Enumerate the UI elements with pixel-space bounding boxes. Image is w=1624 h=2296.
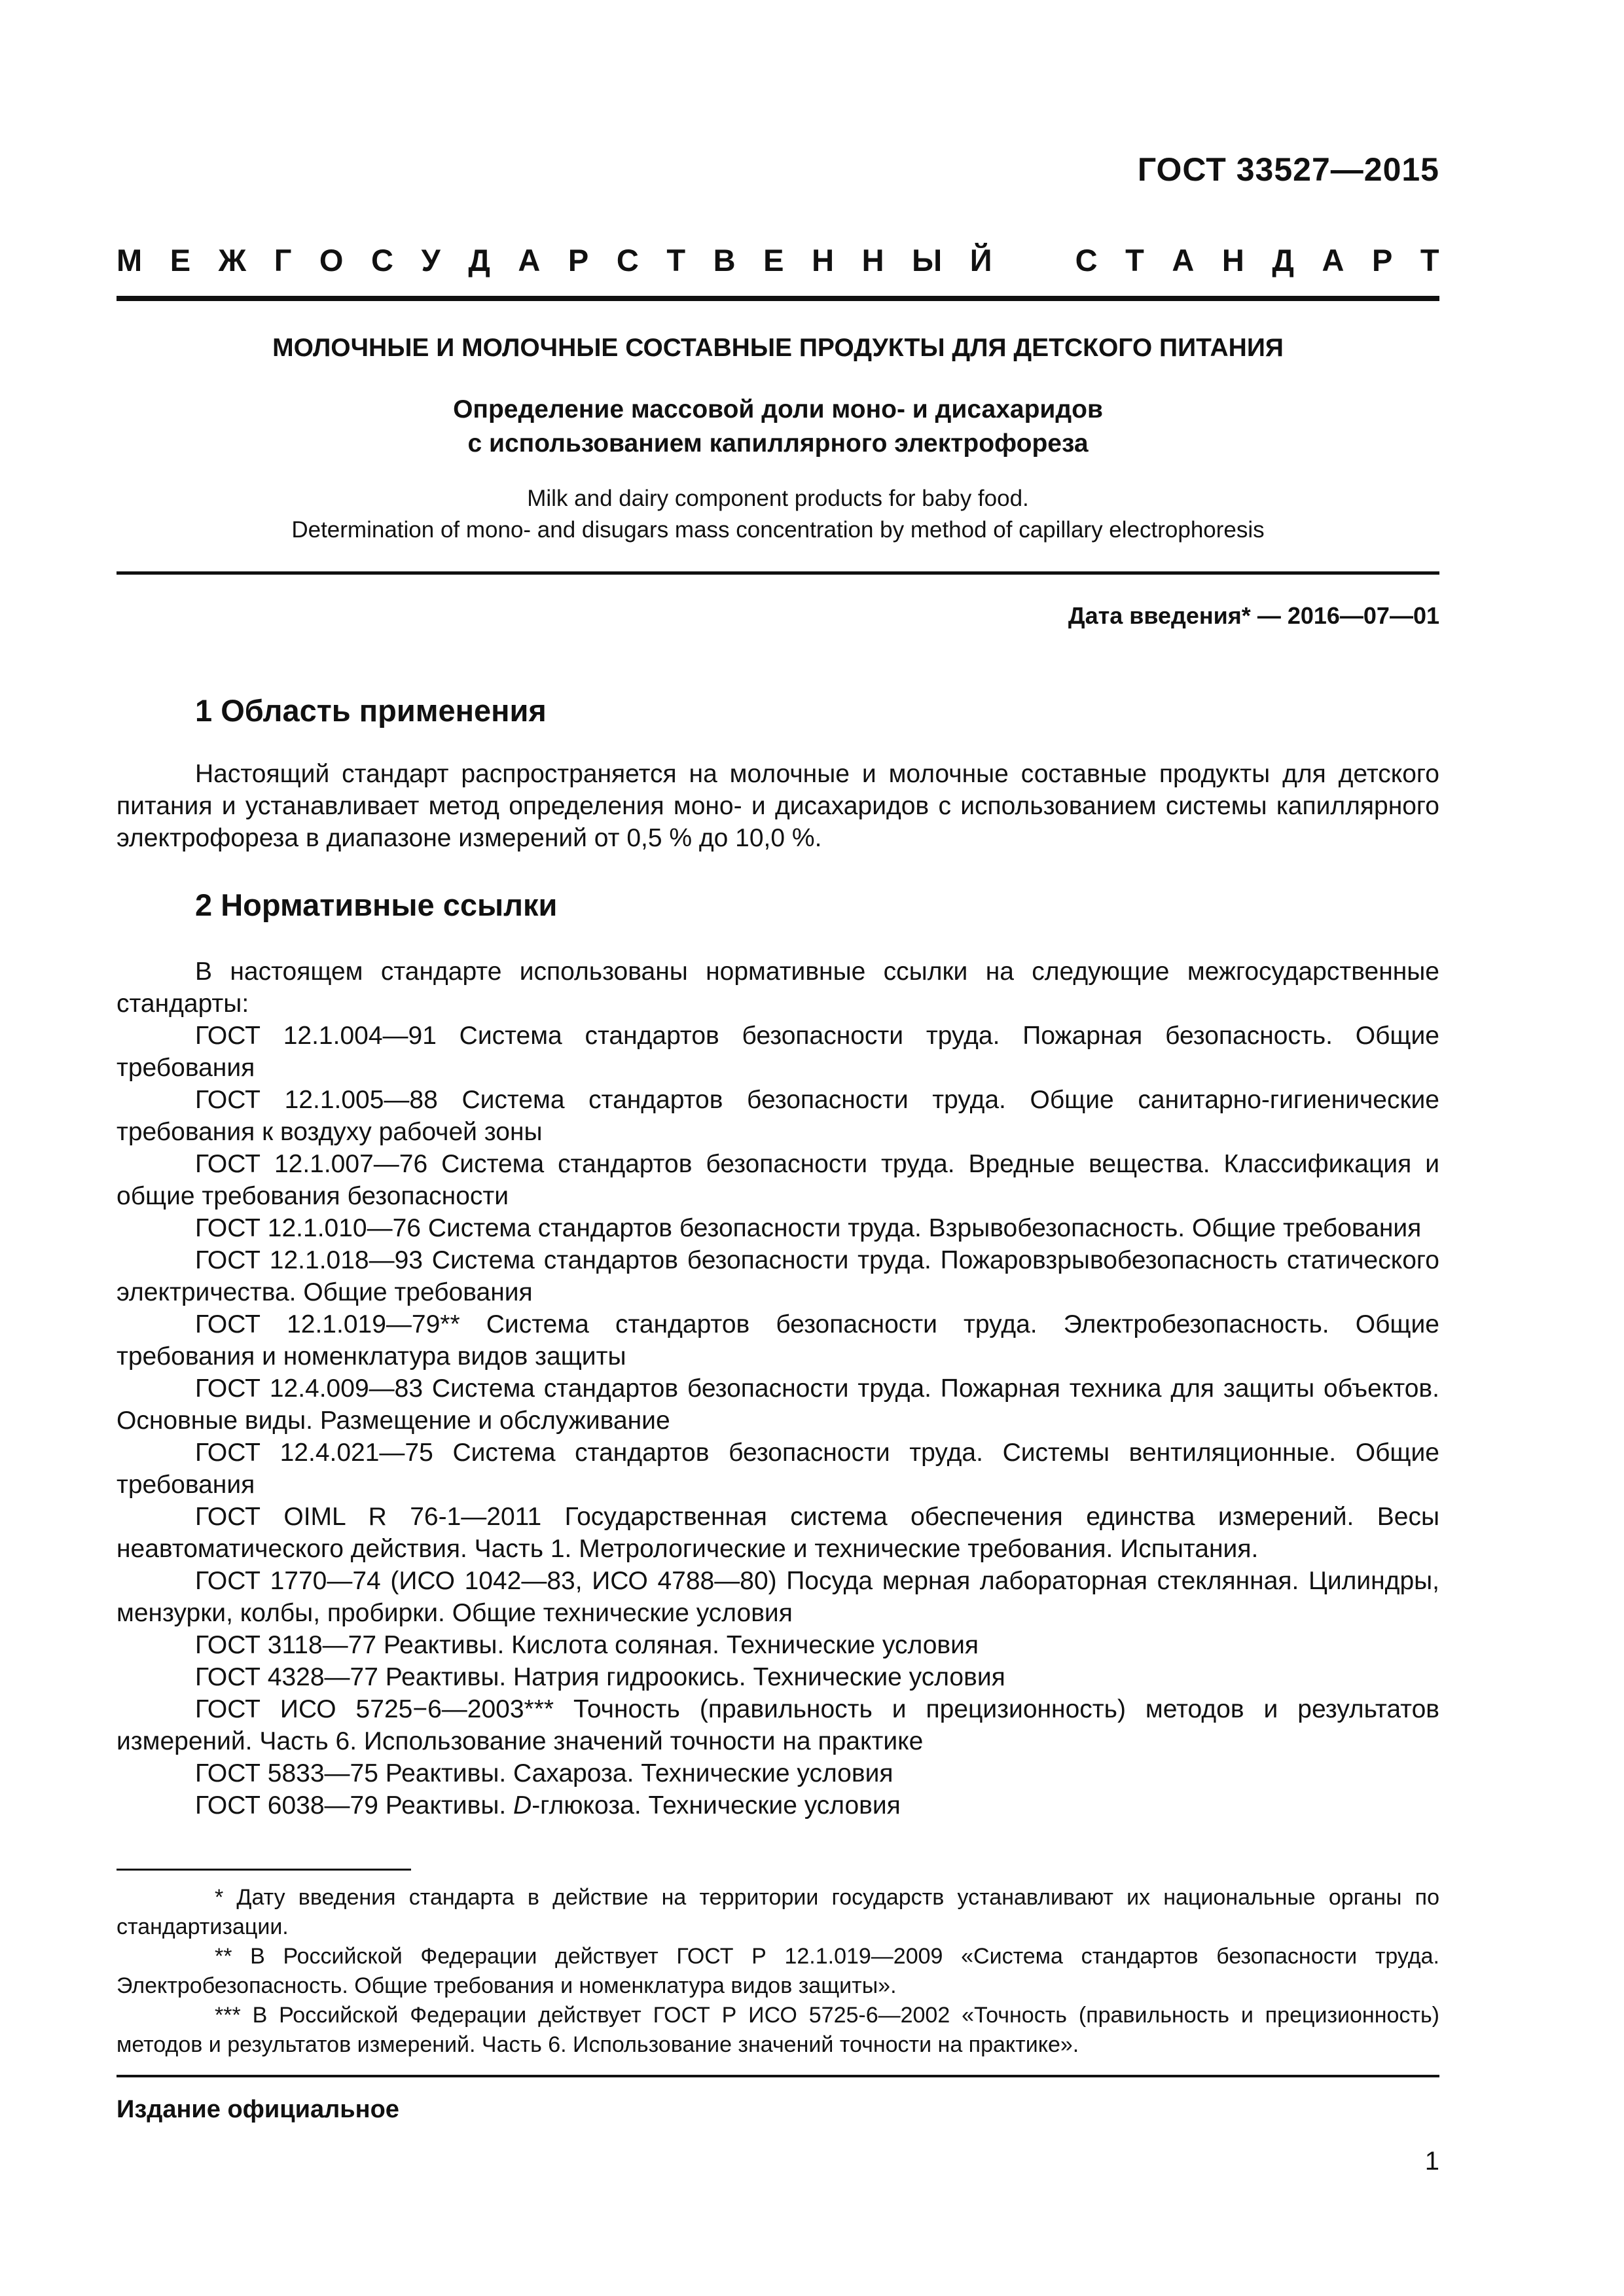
title-letter: А	[1322, 243, 1344, 278]
section-1-heading: 1 Область применения	[195, 693, 547, 728]
title-letter: У	[421, 243, 441, 278]
section-1-body	[117, 758, 1439, 854]
title-letter: Ы	[912, 243, 943, 278]
title-letter: Р	[568, 243, 589, 278]
section-2-intro: В настоящем стандарте использованы нормативные ссылки на следующие межгосударственные стандарты:	[117, 958, 1439, 1018]
reference-item	[117, 1789, 1439, 1821]
footnote: ** В Российской Федерации действует ГОСТ Р 12.1.019—2009 «Система стандартов безопасности труда. Электробезопасность. Общие требования и номенклатура видов защиты».	[117, 1944, 1439, 1998]
reference-item: ГОСТ ИСО 5725−6—2003*** Точность (правильность и прецизионность) методов и результатов измерений. Часть 6. Использование значений точности на практике	[117, 1695, 1439, 1755]
reference-item: ГОСТ 12.1.007—76 Система стандартов безопасности труда. Вредные вещества. Классификация и общие требования безопасности	[117, 1150, 1439, 1210]
section-2-heading: 2 Нормативные ссылки	[195, 888, 558, 922]
title-letter: С	[1075, 243, 1098, 278]
title-letter: А	[1172, 243, 1195, 278]
doc-code: ГОСТ 33527—2015	[1137, 151, 1439, 188]
title-letter: Н	[812, 243, 835, 278]
title-letter: С	[371, 243, 393, 278]
title-letter: М	[117, 243, 143, 278]
reference-item: ГОСТ 12.1.018—93 Система стандартов безопасности труда. Пожаровзрывобезопасность статического электричества. Общие требования	[117, 1246, 1439, 1306]
section-1-paragraph: Настоящий стандарт распространяется на молочные и молочные составные продукты для детского питания и устанавливает метод определения моно- и дисахаридов с использованием системы капиллярного электрофореза в диапазоне измерений от 0,5 % до 10,0 %.	[117, 760, 1439, 852]
main-title: МОЛОЧНЫЕ И МОЛОЧНЫЕ СОСТАВНЫЕ ПРОДУКТЫ ДЛЯ ДЕТСКОГО ПИТАНИЯ	[272, 334, 1284, 362]
title-letter: Г	[274, 243, 292, 278]
title-letter: Д	[1272, 243, 1294, 278]
reference-list	[117, 1020, 1439, 1789]
footnote: * Дату введения стандарта в действие на территории государств устанавливают их национальные органы по стандартизации.	[117, 1885, 1439, 1939]
reference-item: ГОСТ 4328—77 Реактивы. Натрия гидроокись. Технические условия	[195, 1663, 1005, 1691]
title-letter: В	[713, 243, 736, 278]
reference-item: ГОСТ 3118—77 Реактивы. Кислота соляная. Технические условия	[195, 1631, 979, 1659]
page-number: 1	[1424, 2147, 1439, 2176]
title-letter: Т	[1125, 243, 1144, 278]
title-letter: Й	[969, 243, 992, 278]
footnote-separator	[117, 1869, 411, 1871]
title-letter: Н	[1221, 243, 1244, 278]
reference-item: ГОСТ 12.1.005—88 Система стандартов безопасности труда. Общие санитарно-гигиенические требования к воздуху рабочей зоны	[117, 1086, 1439, 1146]
reference-item: ГОСТ OIML R 76-1—2011 Государственная система обеспечения единства измерений. Весы неавтоматического действия. Часть 1. Метрологические и технические требования. Испытания.	[117, 1503, 1439, 1563]
reference-item: ГОСТ 12.4.021—75 Система стандартов безопасности труда. Системы вентиляционные. Общие требования	[117, 1439, 1439, 1499]
title-letter: Р	[1371, 243, 1393, 278]
subtitle-line-2: с использованием капиллярного электрофореза	[467, 429, 1089, 457]
title-letter: Е	[763, 243, 784, 278]
title-letter: Ж	[218, 243, 247, 278]
word-gap	[1020, 242, 1047, 278]
reference-text: -глюкоза. Технические условия	[532, 1791, 901, 1820]
reference-item: ГОСТ 12.1.004—91 Система стандартов безопасности труда. Пожарная безопасность. Общие требования	[117, 1022, 1439, 1082]
reference-text: ГОСТ 6038—79 Реактивы.	[195, 1791, 514, 1820]
reference-item: ГОСТ 12.1.019—79** Система стандартов безопасности труда. Электробезопасность. Общие требования и номенклатура видов защиты	[117, 1310, 1439, 1371]
title-letter: Д	[468, 243, 490, 278]
title-bottom-rule	[117, 571, 1439, 575]
subtitle-line-1: Определение массовой доли моно- и дисахаридов	[453, 395, 1103, 423]
reference-item: ГОСТ 5833—75 Реактивы. Сахароза. Технические условия	[195, 1759, 893, 1787]
title-letter: А	[518, 243, 541, 278]
title-top-rule	[117, 296, 1439, 301]
footnotes	[117, 1883, 1439, 2060]
section-2-body	[117, 956, 1439, 1821]
subtitle	[117, 393, 1439, 461]
reference-item: ГОСТ 12.4.009—83 Система стандартов безопасности труда. Пожарная техника для защиты объектов. Основные виды. Размещение и обслуживание	[117, 1374, 1439, 1435]
footer-rule	[117, 2075, 1439, 2077]
reference-item: ГОСТ 1770—74 (ИСО 1042—83, ИСО 4788—80) Посуда мерная лабораторная стеклянная. Цилиндры, мензурки, колбы, пробирки. Общие технические условия	[117, 1567, 1439, 1627]
title-letter: С	[616, 243, 639, 278]
english-title-line-2: Determination of mono- and disugars mass concentration by method of capillary electrophoresis	[291, 517, 1265, 543]
reference-italic-text: D	[513, 1791, 532, 1820]
introduction-date: Дата введения* — 2016—07—01	[1068, 602, 1439, 629]
english-title	[117, 483, 1439, 546]
title-letter: Т	[1420, 243, 1439, 278]
title-letter: Е	[170, 243, 191, 278]
standard-type-title	[117, 242, 1439, 278]
english-title-line-1: Milk and dairy component products for baby food.	[527, 486, 1029, 511]
title-letter: О	[319, 243, 344, 278]
edition-label: Издание официальное	[117, 2096, 399, 2123]
title-letter: Н	[861, 243, 884, 278]
footnote: *** В Российской Федерации действует ГОСТ Р ИСО 5725-6—2002 «Точность (правильность и прецизионность) методов и результатов измерений. Часть 6. Использование значений точности на практике».	[117, 2003, 1439, 2057]
reference-item: ГОСТ 12.1.010—76 Система стандартов безопасности труда. Взрывобезопасность. Общие требования	[195, 1214, 1422, 1242]
title-letter: Т	[666, 243, 686, 278]
